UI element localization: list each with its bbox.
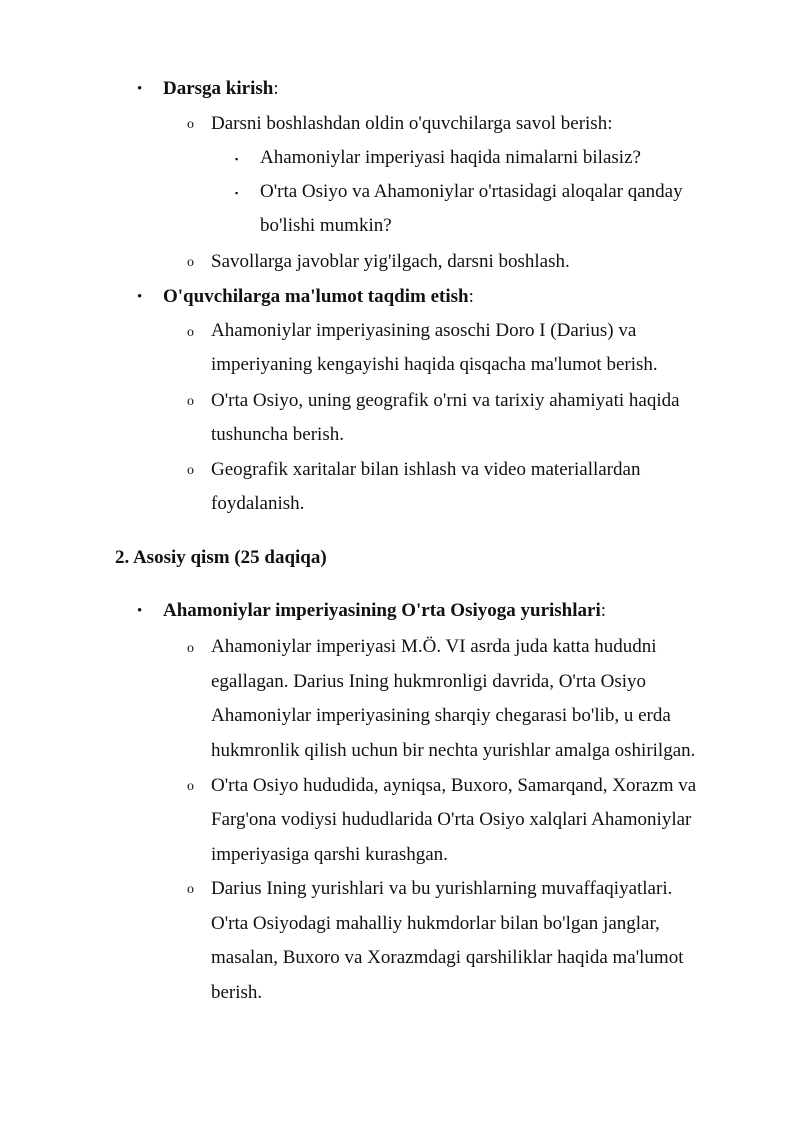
list-item-text: egallagan. Darius Ining hukmronligi davrida, O'rta Osiyo	[211, 671, 647, 692]
bullet-level2: o	[187, 641, 194, 656]
list-item-text: Geografik xaritalar bilan ishlash va video materiallardan	[211, 459, 641, 480]
list-item-text: tushuncha berish.	[211, 424, 344, 445]
section-heading-text: 2. Asosiy qism (25 daqiqa)	[115, 547, 327, 568]
list-item-text: masalan, Buxoro va Xorazmdagi qarshiliklar haqida ma'lumot	[211, 947, 684, 968]
list-item-text: berish.	[211, 982, 263, 1003]
sub-list-item-text: Ahamoniylar imperiyasi haqida nimalarni bilasiz?	[260, 147, 641, 168]
bullet-level1: •	[137, 81, 143, 97]
section-heading	[115, 546, 327, 570]
list-item-text: hukmronlik qilish uchun bir nechta yurishlar amalga oshirilgan.	[211, 740, 696, 761]
sub-list-item-text: O'rta Osiyo va Ahamoniylar o'rtasidagi aloqalar qanday	[260, 181, 683, 202]
colon: :	[468, 286, 474, 307]
list-item-text: foydalanish.	[211, 493, 305, 514]
bullet-level2: o	[187, 882, 194, 897]
section-title-text: O'quvchilarga ma'lumot taqdim etish	[163, 286, 469, 307]
bullet-level1: •	[137, 603, 143, 619]
bullet-level3: ▪	[235, 188, 239, 198]
section-title-taqdim-etish	[163, 285, 474, 309]
bullet-level2: o	[187, 325, 194, 340]
colon: :	[600, 600, 607, 621]
list-item-text: O'rta Osiyodagi mahalliy hukmdorlar bilan bo'lgan janglar,	[211, 913, 660, 934]
section-title-text: Darsga kirish	[163, 78, 274, 99]
bullet-level3: ▪	[235, 154, 239, 164]
colon: :	[273, 78, 279, 99]
list-item-text: Darsni boshlashdan oldin o'quvchilarga savol berish:	[211, 113, 613, 134]
list-item-text: Farg'ona vodiysi hududlarida O'rta Osiyo xalqlari Ahamoniylar	[211, 809, 692, 830]
bullet-level2: o	[187, 117, 194, 132]
bullet-level1: •	[137, 289, 143, 305]
bullet-level2: o	[187, 255, 194, 270]
list-item-text: Ahamoniylar imperiyasining asoschi Doro I (Darius) va	[211, 320, 637, 341]
list-item-text: Savollarga javoblar yig'ilgach, darsni boshlash.	[211, 251, 570, 272]
list-item-text: O'rta Osiyo, uning geografik o'rni va tarixiy ahamiyati haqida	[211, 390, 680, 411]
list-item-text: Ahamoniylar imperiyasining sharqiy chegarasi bo'lib, u erda	[211, 705, 671, 726]
bullet-level2: o	[187, 779, 194, 794]
section-title-darsga-kirish	[163, 77, 279, 101]
list-item-text: Darius Ining yurishlari va bu yurishlarning muvaffaqiyatlari.	[211, 878, 673, 899]
list-item-text: O'rta Osiyo hududida, ayniqsa, Buxoro, Samarqand, Xorazm va	[211, 775, 697, 796]
bullet-level2: o	[187, 394, 194, 409]
list-item-text: Ahamoniylar imperiyasi M.Ö. VI asrda juda katta hududni	[211, 636, 657, 657]
list-item-text: imperiyaning kengayishi haqida qisqacha ma'lumot berish.	[211, 354, 658, 375]
list-item-text: imperiyasiga qarshi kurashgan.	[211, 844, 448, 865]
sub-list-item-text: bo'lishi mumkin?	[260, 215, 392, 236]
section-title-yurishlari	[163, 599, 606, 623]
bullet-level2: o	[187, 463, 194, 478]
section-title-text: Ahamoniylar imperiyasining O'rta Osiyoga yurishlari	[163, 600, 601, 621]
